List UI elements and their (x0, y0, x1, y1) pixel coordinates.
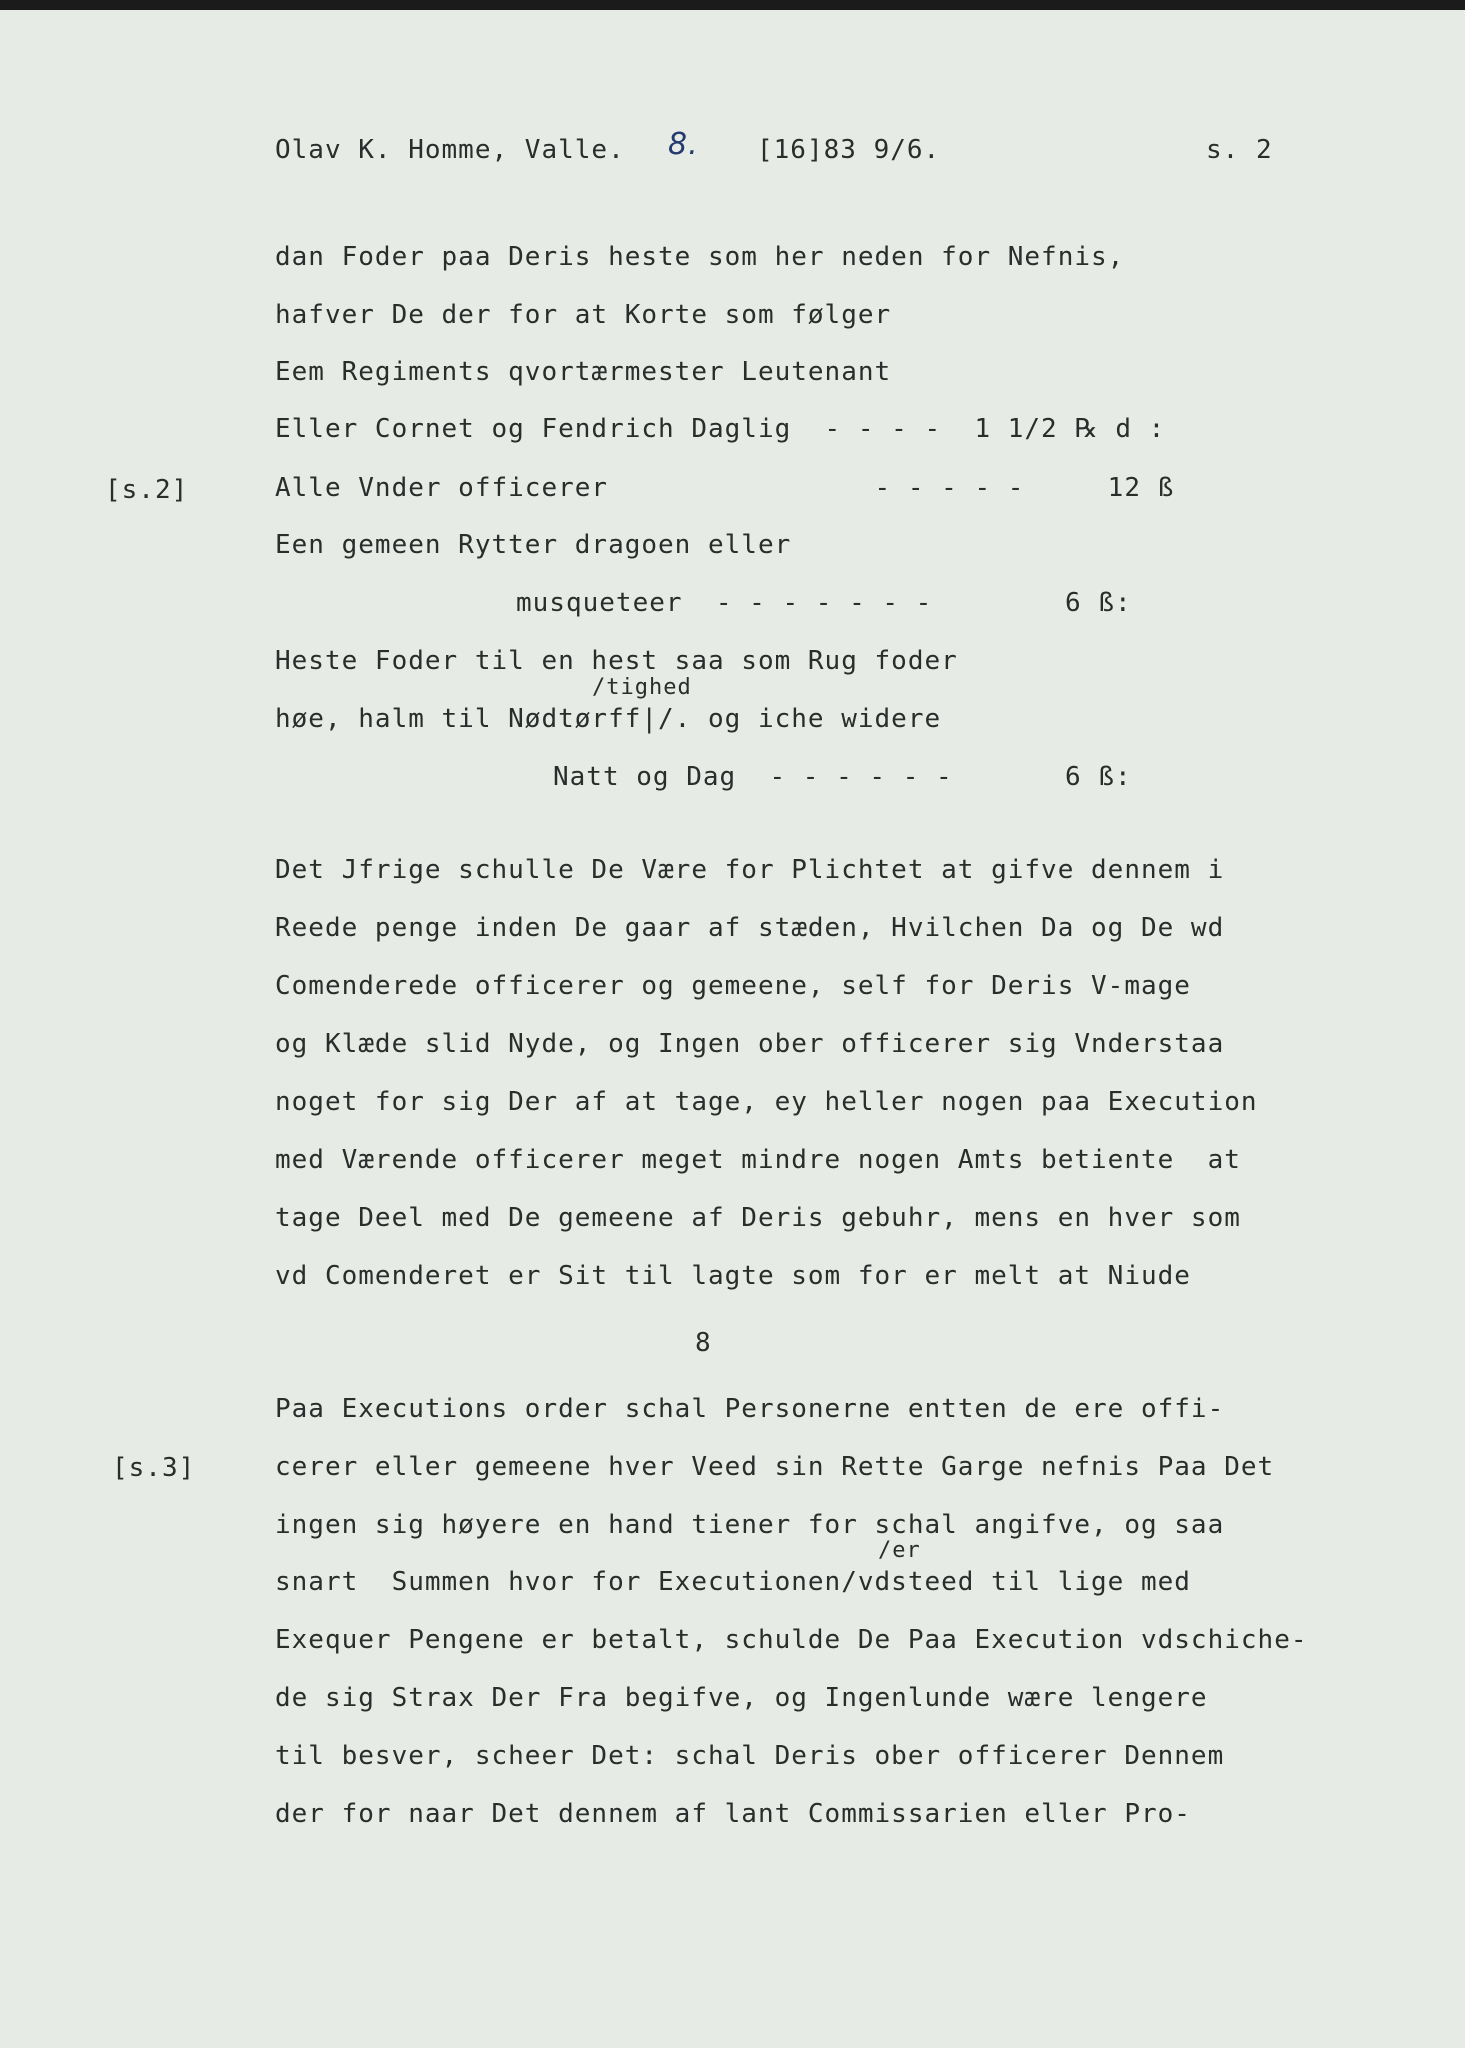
text-line: noget for sig Der af at tage, ey heller nogen paa Execution (275, 1087, 1258, 1117)
text-line: Exequer Pengene er betalt, schulde De Paa Execution vdschiche- (275, 1625, 1308, 1655)
text-line: og Klæde slid Nyde, og Ingen ober officerer sig Vnderstaa (275, 1029, 1225, 1059)
document-page (0, 10, 1465, 2048)
text-line: Eller Cornet og Fendrich Daglig - - - - 1 1/2 ℞ d : (275, 414, 1166, 444)
text-line: musqueteer - - - - - - - (516, 588, 933, 618)
section-number: 8 (695, 1328, 712, 1358)
text-line: dan Foder paa Deris heste som her neden for Nefnis, (275, 242, 1125, 272)
handwritten-mark: 8. (668, 127, 699, 162)
amount: 6 ß: (1065, 762, 1132, 792)
text-line: hafver De der for at Korte som følger (275, 300, 892, 330)
text-line: Det Jfrige schulle De Være for Plichtet at gifve dennem i (275, 855, 1225, 885)
text-line: Comenderede officerer og gemeene, self for Deris V-mage (275, 971, 1191, 1001)
interlinear-insertion: /tighed (592, 675, 692, 700)
text-line: snart Summen hvor for Executionen/vdsteed til lige med (275, 1567, 1191, 1597)
text-line: Een gemeen Rytter dragoen eller (275, 530, 792, 560)
text-line: høe, halm til Nødtørff|/. og iche widere (275, 704, 942, 734)
text-line: vd Comenderet er Sit til lagte som for er melt at Niude (275, 1261, 1191, 1291)
text-line: Natt og Dag - - - - - - (553, 762, 953, 792)
text-line: Paa Executions order schal Personerne entten de ere offi- (275, 1394, 1225, 1424)
page-number: s. 2 (1206, 135, 1273, 165)
text-line: med Værende officerer meget mindre nogen Amts betiente at (275, 1145, 1241, 1175)
header-date: [16]83 9/6. (757, 135, 941, 165)
text-line: de sig Strax Der Fra begifve, og Ingenlunde wære lengere (275, 1683, 1208, 1713)
text-line: Heste Foder til en hest saa som Rug foder (275, 646, 958, 676)
margin-note-s2: [s.2] (105, 475, 189, 505)
amount: 6 ß: (1065, 588, 1132, 618)
text-line: Reede penge inden De gaar af stæden, Hvilchen Da og De wd (275, 913, 1225, 943)
margin-note-s3: [s.3] (112, 1453, 196, 1483)
text-line: tage Deel med De gemeene af Deris gebuhr, mens en hver som (275, 1203, 1241, 1233)
interlinear-insertion: /er (878, 1538, 921, 1563)
text-line: ingen sig høyere en hand tiener for schal angifve, og saa (275, 1510, 1225, 1540)
text-line: Eem Regiments qvortærmester Leutenant (275, 357, 892, 387)
text-line: der for naar Det dennem af lant Commissarien eller Pro- (275, 1799, 1191, 1829)
text-line: til besver, scheer Det: schal Deris ober officerer Dennem (275, 1741, 1225, 1771)
header-location: Olav K. Homme, Valle. (275, 135, 625, 165)
text-line: cerer eller gemeene hver Veed sin Rette Garge nefnis Paa Det (275, 1452, 1275, 1482)
text-line: Alle Vnder officerer - - - - - 12 ß (275, 473, 1175, 503)
